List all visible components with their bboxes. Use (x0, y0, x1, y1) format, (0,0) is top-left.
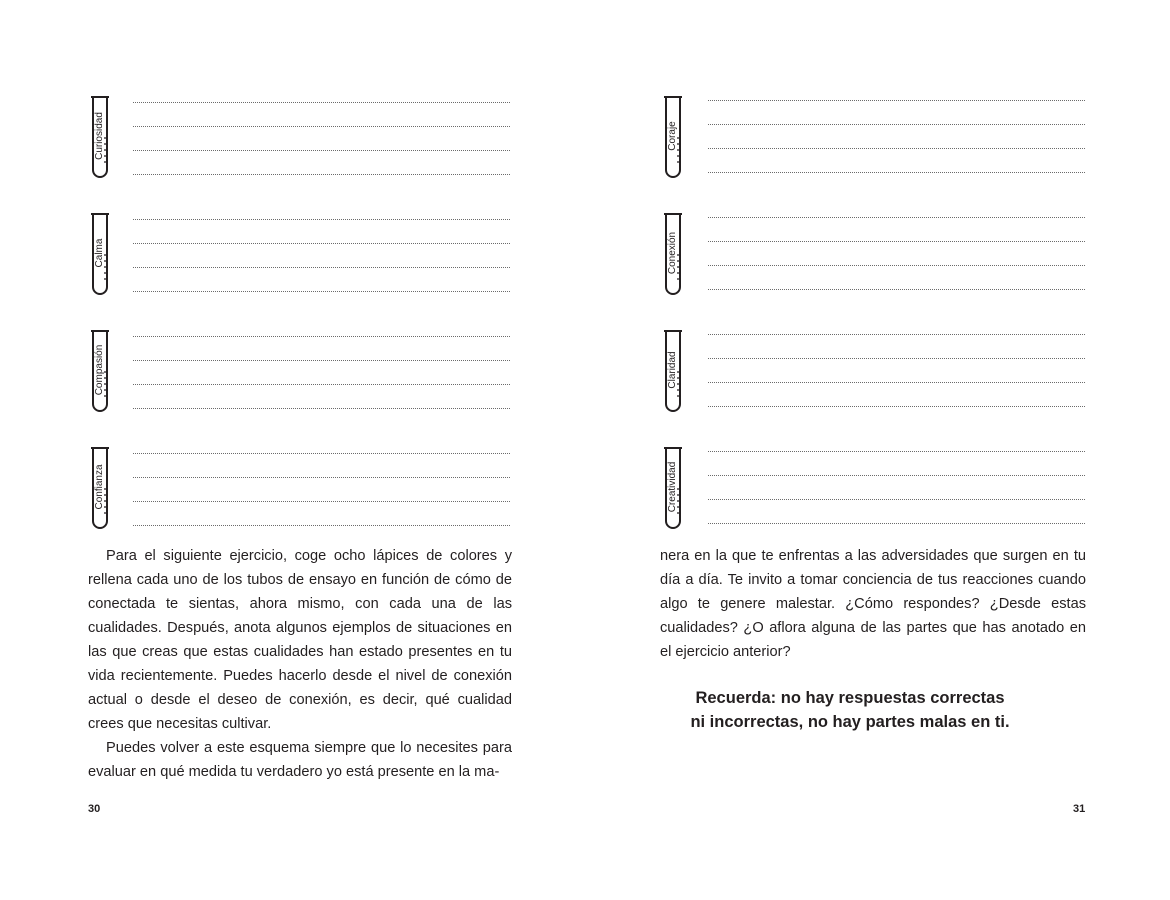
quality-label: Creatividad (667, 461, 678, 513)
test-tube-icon (663, 96, 683, 180)
quality-block-coraje (663, 96, 1085, 186)
reminder-line-1: Recuerda: no hay respuestas correctas (695, 689, 1005, 707)
quality-label: Confianza (94, 464, 105, 510)
quality-label: Conexión (667, 231, 678, 275)
writing-lines[interactable] (133, 213, 510, 303)
right-page (585, 0, 1170, 900)
test-tube-icon (663, 213, 683, 297)
writing-lines[interactable] (708, 330, 1085, 420)
test-tube-icon (90, 213, 110, 297)
quality-label: Calma (94, 238, 105, 268)
body-text-right (660, 544, 1086, 664)
writing-lines[interactable] (133, 96, 510, 186)
reminder-line-2: ni incorrectas, no hay partes malas en ti. (690, 713, 1010, 731)
quality-block-compasion (90, 330, 510, 420)
paragraph: Para el siguiente ejercicio, coge ocho lápices de colores y rellena cada uno de los tubos de ensayo en función de cómo de conectada te sientas, ahora mismo, con cada una de las cualidades. Después, anota algunos ejemplos de situaciones en las que creas que estas cualidades han estado presentes en tu vida recientemente. Puedes hacerlo desde el nivel de conexión actual o desde el deseo de conexión, es decir, qué cualidad crees que necesitas cultivar. (88, 548, 512, 732)
writing-lines[interactable] (708, 447, 1085, 537)
quality-block-curiosidad (90, 96, 510, 186)
test-tube-icon (90, 447, 110, 531)
quality-label: Curiosidad (94, 112, 105, 160)
quality-block-conexion (663, 213, 1085, 303)
page-number: 30 (88, 803, 101, 815)
page-number: 31 (1073, 803, 1086, 815)
writing-lines[interactable] (708, 213, 1085, 303)
quality-label: Coraje (667, 121, 678, 151)
paragraph: nera en la que te enfrentas a las adversidades que surgen en tu día a día. Te invito a tomar conciencia de tus reacciones cuando algo te genere malestar. ¿Cómo respondes? ¿Desde estas cualidades? ¿O aflora alguna de las partes que has anotado en el ejercicio anterior? (660, 548, 1086, 660)
quality-block-claridad (663, 330, 1085, 420)
quality-label: Claridad (667, 351, 678, 389)
writing-lines[interactable] (708, 96, 1085, 186)
writing-lines[interactable] (133, 447, 510, 537)
quality-block-calma (90, 213, 510, 303)
test-tube-icon (90, 330, 110, 414)
paragraph: Puedes volver a este esquema siempre que lo necesites para evaluar en qué medida tu verdadero yo está presente en la ma- (88, 740, 512, 780)
body-text-left (88, 544, 512, 784)
quality-label: Compasión (94, 344, 105, 396)
reminder-note (640, 686, 1060, 734)
test-tube-icon (663, 330, 683, 414)
quality-block-confianza (90, 447, 510, 537)
test-tube-icon (90, 96, 110, 180)
writing-lines[interactable] (133, 330, 510, 420)
quality-block-creatividad (663, 447, 1085, 537)
test-tube-icon (663, 447, 683, 531)
